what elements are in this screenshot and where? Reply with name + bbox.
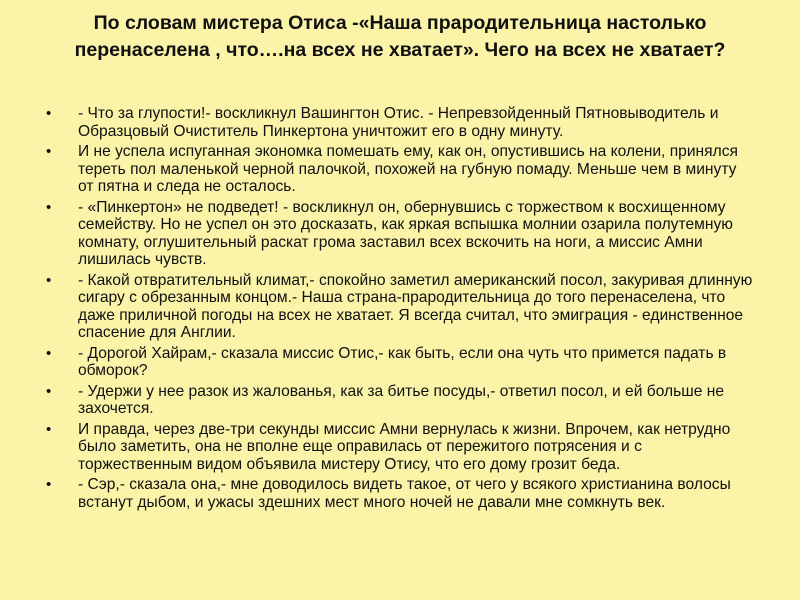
paragraph-text: И не успела испуганная экономка помешать ему, как он, опустившись на колени, принялся тереть пол маленькой черной палочкой, похожей на губную помаду. Меньше чем в минуту от пятна и следа не осталось. xyxy=(78,143,738,195)
bullet-icon: • xyxy=(46,198,52,216)
paragraph-text: - Дорогой Хайрам,- сказала миссис Отис,- как быть, если она чуть что примется падать в обморок? xyxy=(78,344,727,379)
list-item xyxy=(44,105,756,140)
bullet-icon: • xyxy=(46,105,52,122)
paragraph-text: И правда, через две-три секунды миссис Амни вернулась к жизни. Впрочем, как нетрудно было заметить, она не вполне еще оправилась от пережитого потрясения и с торжественным видом объявила мистеру Отису, что его дому грозит беда. xyxy=(78,420,731,473)
bullet-icon: • xyxy=(46,420,52,438)
bullet-icon: • xyxy=(46,382,52,400)
paragraph-text: - Какой отвратительный климат,- спокойно заметил американский посол, закуривая длинную сигару с обрезанным концом.- Наша страна-прародительница до того перенаселена, что даже приличной погоды на всех не хватает. Я всегда считал, что эмиграция - единственное спасение для Англии. xyxy=(78,271,753,341)
list-item xyxy=(44,199,756,269)
slide-title: По словам мистера Отиса -«Наша прародительница настолько перенаселена , что….на всех не хватает». Чего на всех не хватает? xyxy=(74,12,726,61)
paragraph-text: - Что за глупости!- воскликнул Вашингтон Отис. - Непревзойденный Пятновыводитель и Образцовый Очиститель Пинкертона уничтожит его в одну минуту. xyxy=(78,105,719,140)
bullet-icon: • xyxy=(46,476,52,493)
paragraph-text: - Сэр,- сказала она,- мне доводилось видеть такое, от чего у всякого христианина волосы встанут дыбом, и ужасы здешних мест много ночей не давали мне сомкнуть век. xyxy=(78,476,731,511)
bullet-icon: • xyxy=(46,271,52,289)
paragraph-text: - Удержи у нее разок из жалованья, как за битье посуды,- ответил посол, и ей больше не захочется. xyxy=(78,382,725,417)
list-item xyxy=(44,421,756,474)
list-item xyxy=(44,383,756,418)
bullet-icon: • xyxy=(46,143,52,160)
bullet-list xyxy=(44,105,756,514)
list-item xyxy=(44,345,756,380)
list-item xyxy=(44,272,756,342)
paragraph-text: - «Пинкертон» не подведет! - воскликнул он, обернувшись с торжеством к восхищенному семейству. Но не успел он это досказать, как яркая вспышка молнии озарила полутемную комнату, оглушительный раскат грома заставил всех вскочить на ноги, а миссис Амни лишилась чувств. xyxy=(78,198,733,268)
list-item xyxy=(44,143,756,196)
list-item xyxy=(44,476,756,511)
bullet-icon: • xyxy=(46,344,52,362)
